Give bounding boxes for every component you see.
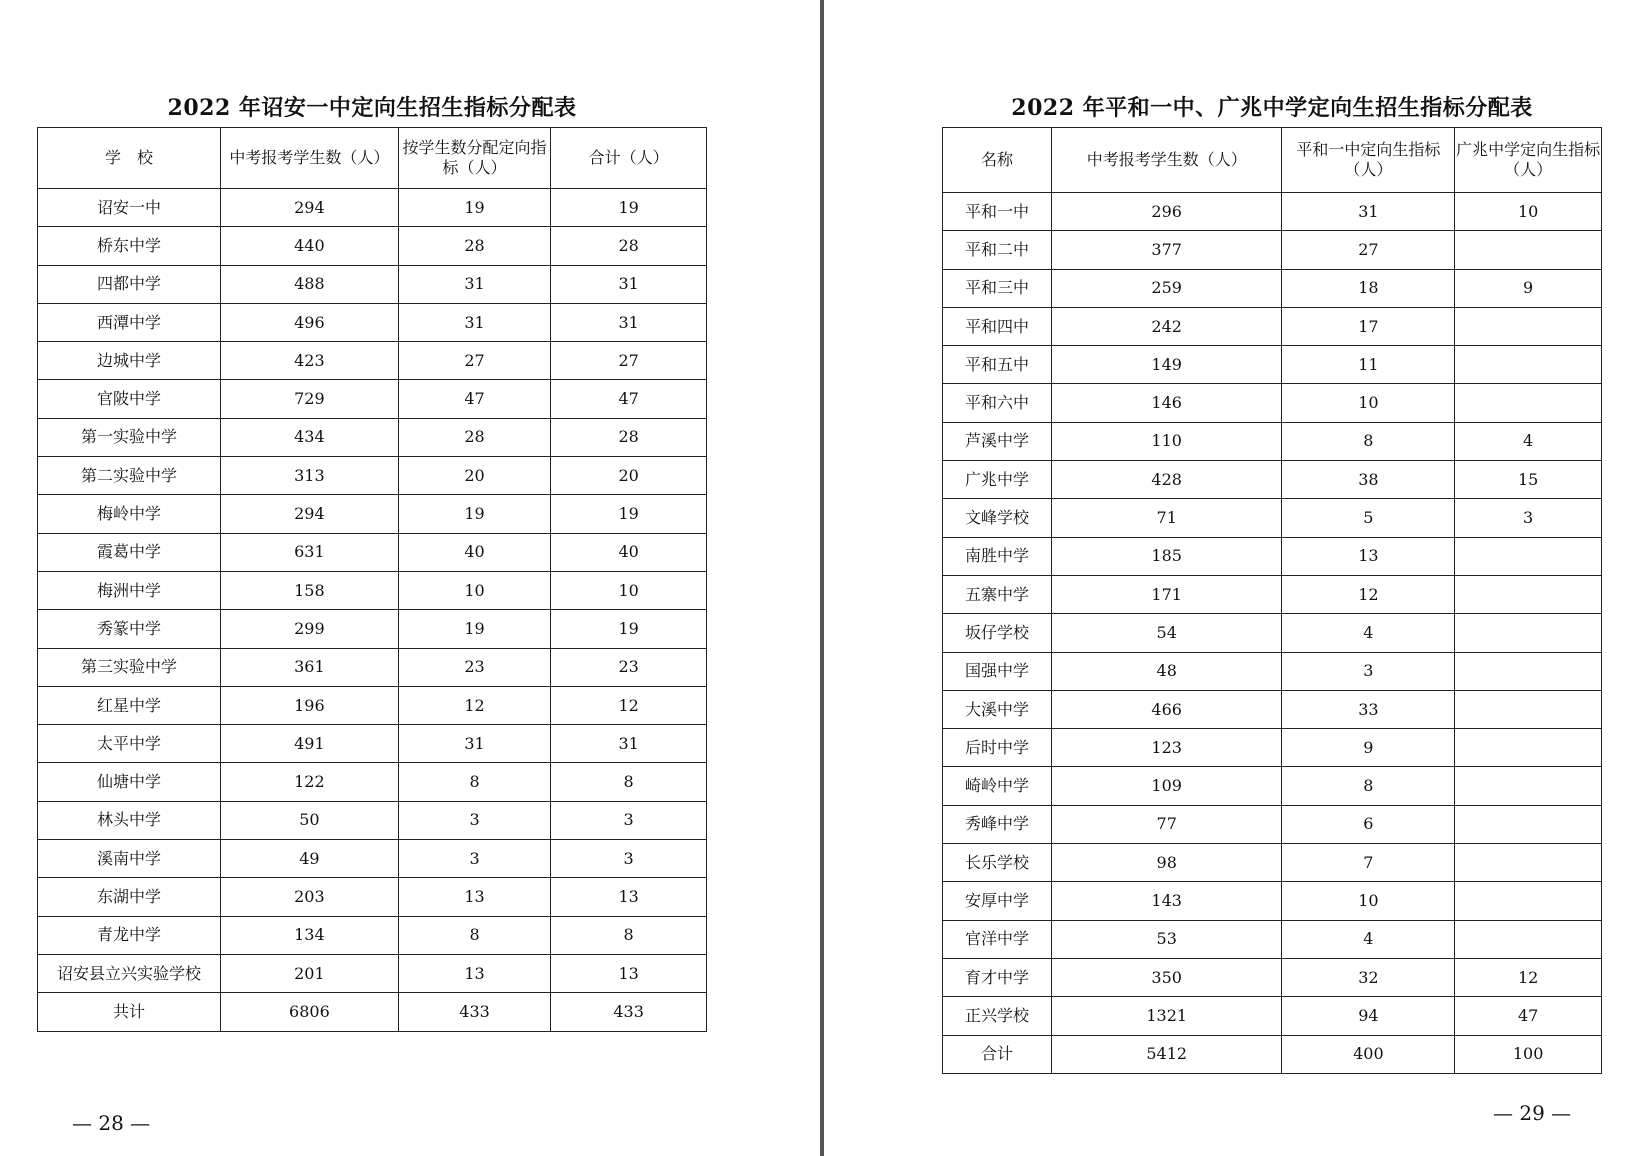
- cell-applicants: 491: [221, 725, 399, 763]
- cell-name: 青龙中学: [38, 916, 221, 954]
- table-row: [38, 610, 707, 648]
- header-total: 合计（人）: [551, 128, 707, 189]
- table-row: [943, 882, 1602, 920]
- cell-name: 广兆中学: [943, 461, 1052, 499]
- cell-name: 大溪中学: [943, 690, 1052, 728]
- cell-quota: 11: [1282, 346, 1455, 384]
- cell-applicants: 313: [221, 457, 399, 495]
- cell-quota: 6: [1282, 805, 1455, 843]
- cell-total: 4: [1455, 422, 1602, 460]
- left-allocation-table: [37, 127, 707, 1032]
- header-pinghe-quota: 平和一中定向生指标（人）: [1282, 128, 1455, 193]
- cell-name: 共计: [38, 993, 221, 1031]
- table-row: [943, 690, 1602, 728]
- cell-applicants: 201: [221, 954, 399, 992]
- cell-applicants: 496: [221, 303, 399, 341]
- table-row: [38, 189, 707, 227]
- cell-applicants: 146: [1051, 384, 1281, 422]
- cell-name: 梅洲中学: [38, 571, 221, 609]
- cell-applicants: 440: [221, 227, 399, 265]
- table-header-row: [38, 128, 707, 189]
- right-page-number: — 29 —: [1493, 1101, 1572, 1125]
- table-row: [943, 422, 1602, 460]
- cell-applicants: 296: [1051, 193, 1281, 231]
- cell-applicants: 123: [1051, 729, 1281, 767]
- cell-applicants: 49: [221, 840, 399, 878]
- table-row: [943, 575, 1602, 613]
- table-row: [38, 227, 707, 265]
- cell-quota: 19: [398, 495, 551, 533]
- cell-applicants: 134: [221, 916, 399, 954]
- left-table-body: [38, 189, 707, 1032]
- cell-name: 第一实验中学: [38, 418, 221, 456]
- cell-name: 桥东中学: [38, 227, 221, 265]
- table-row: [38, 878, 707, 916]
- cell-quota: 5: [1282, 499, 1455, 537]
- cell-quota: 27: [1282, 231, 1455, 269]
- cell-total: [1455, 231, 1602, 269]
- cell-total: 47: [1455, 997, 1602, 1035]
- cell-name: 文峰学校: [943, 499, 1052, 537]
- cell-applicants: 6806: [221, 993, 399, 1031]
- cell-name: 平和五中: [943, 346, 1052, 384]
- cell-name: 平和三中: [943, 269, 1052, 307]
- cell-name: 太平中学: [38, 725, 221, 763]
- cell-total: 23: [551, 648, 707, 686]
- cell-quota: 7: [1282, 844, 1455, 882]
- cell-quota: 27: [398, 342, 551, 380]
- cell-applicants: 466: [1051, 690, 1281, 728]
- cell-applicants: 110: [1051, 422, 1281, 460]
- cell-quota: 31: [398, 265, 551, 303]
- cell-applicants: 428: [1051, 461, 1281, 499]
- cell-name: 崎岭中学: [943, 767, 1052, 805]
- cell-applicants: 54: [1051, 614, 1281, 652]
- cell-quota: 31: [398, 303, 551, 341]
- cell-applicants: 1321: [1051, 997, 1281, 1035]
- cell-name: 平和一中: [943, 193, 1052, 231]
- cell-name: 秀峰中学: [943, 805, 1052, 843]
- cell-applicants: 185: [1051, 537, 1281, 575]
- cell-quota: 8: [398, 916, 551, 954]
- cell-quota: 10: [398, 571, 551, 609]
- table-header-row: [943, 128, 1602, 193]
- cell-name: 霞葛中学: [38, 533, 221, 571]
- cell-total: 13: [551, 954, 707, 992]
- cell-quota: 19: [398, 610, 551, 648]
- cell-total: 3: [1455, 499, 1602, 537]
- cell-applicants: 361: [221, 648, 399, 686]
- header-guangzhao-quota: 广兆中学定向生指标（人）: [1455, 128, 1602, 193]
- table-row: [943, 652, 1602, 690]
- table-row: [943, 844, 1602, 882]
- cell-name: 后时中学: [943, 729, 1052, 767]
- cell-name: 第二实验中学: [38, 457, 221, 495]
- cell-name: 坂仔学校: [943, 614, 1052, 652]
- cell-name: 诏安县立兴实验学校: [38, 954, 221, 992]
- cell-applicants: 71: [1051, 499, 1281, 537]
- cell-total: [1455, 729, 1602, 767]
- cell-total: 8: [551, 916, 707, 954]
- cell-quota: 31: [398, 725, 551, 763]
- cell-applicants: 350: [1051, 958, 1281, 996]
- cell-quota: 13: [1282, 537, 1455, 575]
- cell-quota: 3: [398, 840, 551, 878]
- cell-quota: 10: [1282, 384, 1455, 422]
- cell-applicants: 158: [221, 571, 399, 609]
- cell-total: [1455, 652, 1602, 690]
- cell-total: [1455, 575, 1602, 613]
- header-school: 学 校: [38, 128, 221, 189]
- cell-applicants: 53: [1051, 920, 1281, 958]
- cell-applicants: 299: [221, 610, 399, 648]
- table-row: [38, 840, 707, 878]
- header-quota-by-students: 按学生数分配定向指标（人）: [398, 128, 551, 189]
- cell-applicants: 171: [1051, 575, 1281, 613]
- cell-applicants: 729: [221, 380, 399, 418]
- cell-applicants: 143: [1051, 882, 1281, 920]
- table-row: [38, 380, 707, 418]
- cell-applicants: 196: [221, 686, 399, 724]
- table-row: [943, 461, 1602, 499]
- cell-applicants: 149: [1051, 346, 1281, 384]
- cell-name: 育才中学: [943, 958, 1052, 996]
- header-name: 名称: [943, 128, 1052, 193]
- cell-total: 3: [551, 840, 707, 878]
- cell-total: [1455, 346, 1602, 384]
- cell-quota: 12: [1282, 575, 1455, 613]
- cell-total: 8: [551, 763, 707, 801]
- cell-name: 边城中学: [38, 342, 221, 380]
- cell-total: 19: [551, 495, 707, 533]
- page-spine-divider: [820, 0, 824, 1156]
- cell-total: 15: [1455, 461, 1602, 499]
- cell-quota: 28: [398, 418, 551, 456]
- table-row: [943, 307, 1602, 345]
- cell-name: 溪南中学: [38, 840, 221, 878]
- table-row: [943, 920, 1602, 958]
- cell-applicants: 242: [1051, 307, 1281, 345]
- cell-name: 红星中学: [38, 686, 221, 724]
- table-row: [943, 269, 1602, 307]
- cell-total: [1455, 920, 1602, 958]
- cell-total: 28: [551, 227, 707, 265]
- table-row: [38, 954, 707, 992]
- table-row: [943, 614, 1602, 652]
- cell-name: 国强中学: [943, 652, 1052, 690]
- cell-total: 31: [551, 725, 707, 763]
- table-row: [38, 725, 707, 763]
- cell-quota: 33: [1282, 690, 1455, 728]
- table-row: [943, 805, 1602, 843]
- cell-name: 芦溪中学: [943, 422, 1052, 460]
- cell-total: [1455, 537, 1602, 575]
- cell-name: 长乐学校: [943, 844, 1052, 882]
- cell-total: 10: [551, 571, 707, 609]
- cell-total: [1455, 307, 1602, 345]
- cell-quota: 19: [398, 189, 551, 227]
- cell-quota: 10: [1282, 882, 1455, 920]
- table-row: [943, 537, 1602, 575]
- cell-name: 秀篆中学: [38, 610, 221, 648]
- cell-total: 20: [551, 457, 707, 495]
- cell-applicants: 77: [1051, 805, 1281, 843]
- cell-quota: 4: [1282, 920, 1455, 958]
- cell-quota: 3: [1282, 652, 1455, 690]
- table-row: [38, 418, 707, 456]
- table-row: [38, 686, 707, 724]
- table-row: [38, 916, 707, 954]
- table-row: [38, 801, 707, 839]
- cell-total: 31: [551, 303, 707, 341]
- cell-total: 19: [551, 610, 707, 648]
- cell-total: 47: [551, 380, 707, 418]
- table-row: [38, 303, 707, 341]
- cell-total: 13: [551, 878, 707, 916]
- cell-applicants: 98: [1051, 844, 1281, 882]
- cell-applicants: 434: [221, 418, 399, 456]
- table-row: [38, 533, 707, 571]
- cell-quota: 38: [1282, 461, 1455, 499]
- cell-quota: 13: [398, 954, 551, 992]
- cell-quota: 17: [1282, 307, 1455, 345]
- cell-quota: 94: [1282, 997, 1455, 1035]
- cell-total: 3: [551, 801, 707, 839]
- cell-quota: 3: [398, 801, 551, 839]
- cell-total: [1455, 805, 1602, 843]
- left-page-number: — 28 —: [72, 1111, 151, 1135]
- cell-quota: 4: [1282, 614, 1455, 652]
- cell-name: 安厚中学: [943, 882, 1052, 920]
- cell-quota: 8: [398, 763, 551, 801]
- right-page-title: 2022 年平和一中、广兆中学定向生招生指标分配表: [1011, 95, 1533, 121]
- cell-name: 林头中学: [38, 801, 221, 839]
- cell-quota: 400: [1282, 1035, 1455, 1073]
- header-applicants: 中考报考学生数（人）: [1051, 128, 1281, 193]
- cell-total: [1455, 882, 1602, 920]
- cell-name: 平和二中: [943, 231, 1052, 269]
- table-row: [943, 767, 1602, 805]
- left-page-title: 2022 年诏安一中定向生招生指标分配表: [167, 95, 577, 121]
- table-row: [38, 763, 707, 801]
- cell-total: 40: [551, 533, 707, 571]
- cell-applicants: 423: [221, 342, 399, 380]
- cell-quota: 20: [398, 457, 551, 495]
- table-row: [943, 346, 1602, 384]
- table-row: [943, 193, 1602, 231]
- cell-total: 28: [551, 418, 707, 456]
- cell-name: 四都中学: [38, 265, 221, 303]
- table-row: [943, 499, 1602, 537]
- cell-total: 433: [551, 993, 707, 1031]
- cell-name: 官洋中学: [943, 920, 1052, 958]
- cell-applicants: 488: [221, 265, 399, 303]
- cell-applicants: 294: [221, 495, 399, 533]
- cell-quota: 8: [1282, 422, 1455, 460]
- cell-quota: 47: [398, 380, 551, 418]
- cell-name: 平和四中: [943, 307, 1052, 345]
- cell-name: 仙塘中学: [38, 763, 221, 801]
- cell-applicants: 48: [1051, 652, 1281, 690]
- table-row: [943, 1035, 1602, 1073]
- cell-quota: 28: [398, 227, 551, 265]
- cell-quota: 8: [1282, 767, 1455, 805]
- cell-applicants: 50: [221, 801, 399, 839]
- cell-total: 100: [1455, 1035, 1602, 1073]
- cell-total: [1455, 384, 1602, 422]
- cell-total: 10: [1455, 193, 1602, 231]
- cell-total: [1455, 690, 1602, 728]
- table-row: [943, 384, 1602, 422]
- header-applicants: 中考报考学生数（人）: [221, 128, 399, 189]
- cell-name: 正兴学校: [943, 997, 1052, 1035]
- cell-total: 27: [551, 342, 707, 380]
- table-row: [943, 997, 1602, 1035]
- table-row: [38, 571, 707, 609]
- table-row: [943, 231, 1602, 269]
- cell-name: 南胜中学: [943, 537, 1052, 575]
- table-row: [38, 457, 707, 495]
- cell-quota: 13: [398, 878, 551, 916]
- cell-total: 12: [1455, 958, 1602, 996]
- right-allocation-table: [942, 127, 1602, 1074]
- table-row: [38, 495, 707, 533]
- cell-total: 9: [1455, 269, 1602, 307]
- cell-quota: 18: [1282, 269, 1455, 307]
- cell-name: 合计: [943, 1035, 1052, 1073]
- cell-name: 诏安一中: [38, 189, 221, 227]
- cell-name: 梅岭中学: [38, 495, 221, 533]
- cell-total: 31: [551, 265, 707, 303]
- cell-applicants: 203: [221, 878, 399, 916]
- right-table-body: [943, 193, 1602, 1074]
- cell-quota: 32: [1282, 958, 1455, 996]
- cell-applicants: 5412: [1051, 1035, 1281, 1073]
- cell-name: 平和六中: [943, 384, 1052, 422]
- cell-quota: 40: [398, 533, 551, 571]
- cell-total: [1455, 844, 1602, 882]
- cell-quota: 23: [398, 648, 551, 686]
- cell-name: 西潭中学: [38, 303, 221, 341]
- table-row: [38, 648, 707, 686]
- cell-applicants: 109: [1051, 767, 1281, 805]
- cell-name: 东湖中学: [38, 878, 221, 916]
- cell-quota: 433: [398, 993, 551, 1031]
- cell-name: 第三实验中学: [38, 648, 221, 686]
- cell-applicants: 631: [221, 533, 399, 571]
- table-row: [38, 265, 707, 303]
- cell-total: [1455, 614, 1602, 652]
- cell-applicants: 122: [221, 763, 399, 801]
- cell-quota: 31: [1282, 193, 1455, 231]
- cell-name: 五寨中学: [943, 575, 1052, 613]
- cell-applicants: 377: [1051, 231, 1281, 269]
- cell-quota: 12: [398, 686, 551, 724]
- cell-quota: 9: [1282, 729, 1455, 767]
- table-row: [38, 342, 707, 380]
- cell-applicants: 259: [1051, 269, 1281, 307]
- table-row: [943, 729, 1602, 767]
- cell-applicants: 294: [221, 189, 399, 227]
- cell-total: 19: [551, 189, 707, 227]
- cell-total: [1455, 767, 1602, 805]
- cell-total: 12: [551, 686, 707, 724]
- cell-name: 官陂中学: [38, 380, 221, 418]
- table-row: [38, 993, 707, 1031]
- table-row: [943, 958, 1602, 996]
